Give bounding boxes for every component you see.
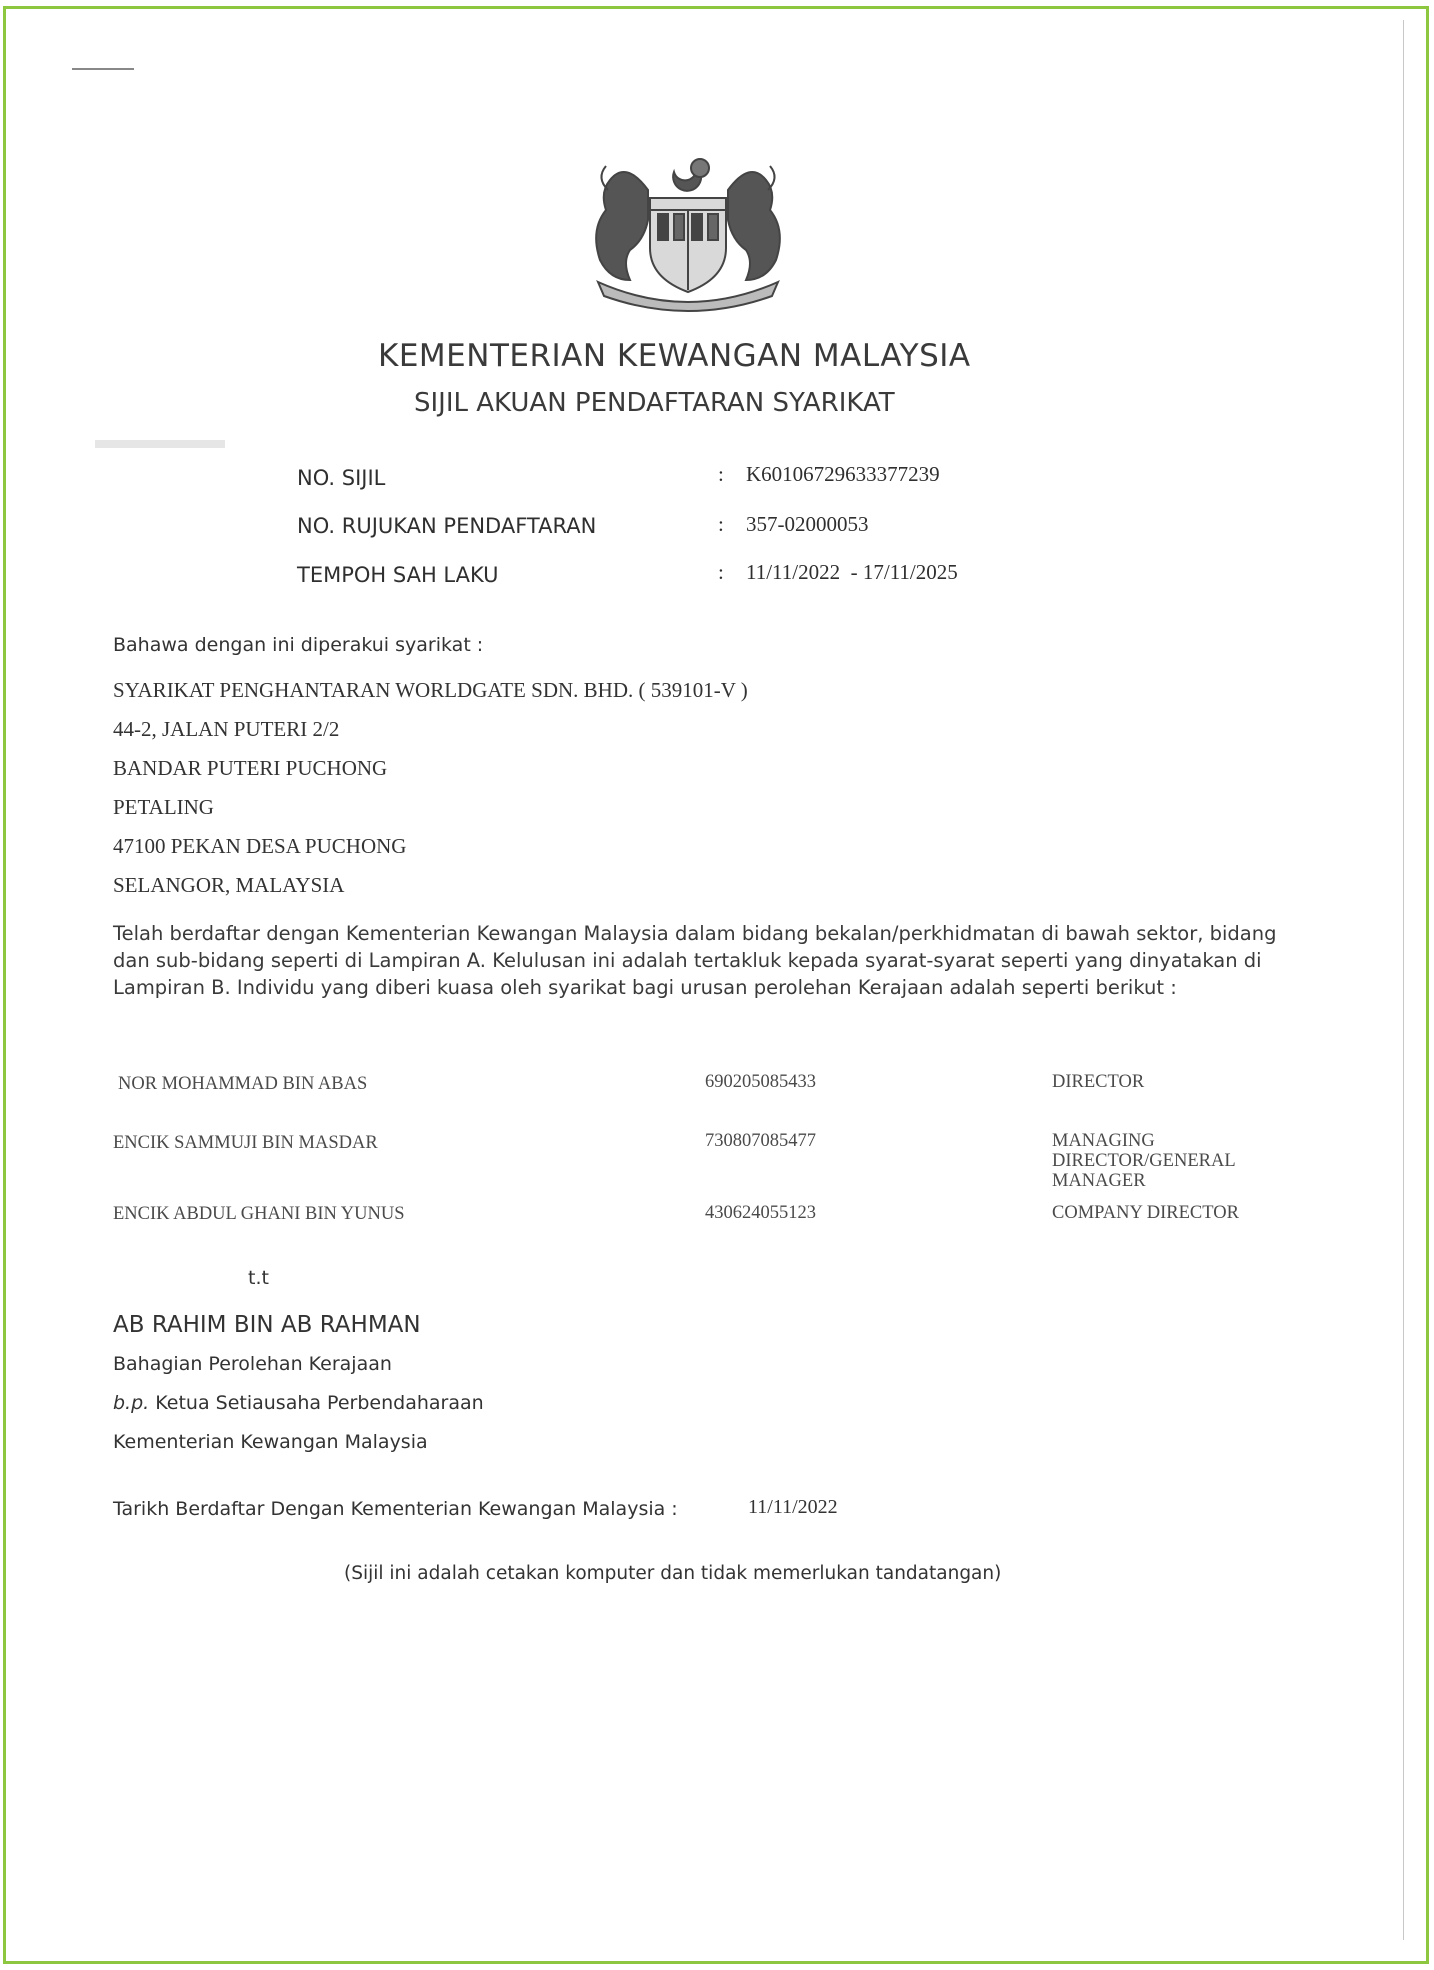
signatory-bp xyxy=(113,1392,484,1414)
address-line: 47100 PEKAN DESA PUCHONG xyxy=(113,834,407,858)
address-line: 44-2, JALAN PUTERI 2/2 xyxy=(113,717,340,741)
detail-separator: : xyxy=(718,512,724,536)
certificate-title: SIJIL AKUAN PENDAFTARAN SYARIKAT xyxy=(414,388,895,418)
registration-date-label: Tarikh Berdaftar Dengan Kementerian Kewangan Malaysia : xyxy=(113,1498,678,1520)
signatory-name: AB RAHIM BIN AB RAHMAN xyxy=(113,1312,421,1338)
scan-mark xyxy=(72,68,134,70)
bp-prefix: b.p. xyxy=(113,1392,150,1414)
detail-value-tempoh: 11/11/2022 - 17/11/2025 xyxy=(746,560,958,584)
scan-smudge xyxy=(95,440,225,448)
company-name: SYARIKAT PENGHANTARAN WORLDGATE SDN. BHD. ( 539101-V ) xyxy=(113,678,748,702)
bp-title: Ketua Setiausaha Perbendaharaan xyxy=(155,1392,484,1414)
director-id: 730807085477 xyxy=(705,1131,816,1151)
address-line: BANDAR PUTERI PUCHONG xyxy=(113,756,388,780)
detail-value-no-sijil: K60106729633377239 xyxy=(746,462,940,486)
director-id: 690205085433 xyxy=(705,1072,816,1092)
footer-note: (Sijil ini adalah cetakan komputer dan tidak memerlukan tandatangan) xyxy=(344,1563,1002,1584)
detail-separator: : xyxy=(718,560,724,584)
director-name: ENCIK SAMMUJI BIN MASDAR xyxy=(113,1133,378,1153)
intro-text: Bahawa dengan ini diperakui syarikat : xyxy=(113,634,484,656)
ministry-heading: KEMENTERIAN KEWANGAN MALAYSIA xyxy=(378,338,971,374)
coat-of-arms-emblem xyxy=(578,150,798,320)
signatory-division: Bahagian Perolehan Kerajaan xyxy=(113,1353,392,1375)
tt-mark: t.t xyxy=(248,1267,269,1289)
director-id: 430624055123 xyxy=(705,1203,816,1223)
address-line: PETALING xyxy=(113,795,214,819)
director-name: ENCIK ABDUL GHANI BIN YUNUS xyxy=(113,1204,405,1224)
director-role: DIRECTOR xyxy=(1052,1072,1145,1092)
detail-separator: : xyxy=(718,462,724,486)
detail-value-no-rujukan: 357-02000053 xyxy=(746,512,869,536)
registration-date-value: 11/11/2022 xyxy=(748,1496,838,1518)
registration-paragraph: Telah berdaftar dengan Kementerian Kewangan Malaysia dalam bidang bekalan/perkhidmatan di bawah sektor, bidang dan sub-bidang seperti di Lampiran A. Kelulusan ini adalah tertakluk kepada syarat-syarat seperti yang dinyatakan di Lampiran B. Individu yang diberi kuasa oleh syarikat bagi urusan perolehan Kerajaan adalah seperti berikut : xyxy=(113,922,1277,999)
scan-edge-line xyxy=(1403,20,1405,1940)
address-line: SELANGOR, MALAYSIA xyxy=(113,873,345,897)
director-name: NOR MOHAMMAD BIN ABAS xyxy=(118,1074,368,1094)
director-role: MANAGING DIRECTOR/GENERAL MANAGER xyxy=(1052,1131,1235,1191)
director-role: COMPANY DIRECTOR xyxy=(1052,1203,1239,1223)
detail-label-no-sijil: NO. SIJIL xyxy=(297,466,386,490)
signatory-ministry: Kementerian Kewangan Malaysia xyxy=(113,1431,428,1453)
detail-label-no-rujukan: NO. RUJUKAN PENDAFTARAN xyxy=(297,514,597,538)
detail-label-tempoh: TEMPOH SAH LAKU xyxy=(297,563,499,587)
